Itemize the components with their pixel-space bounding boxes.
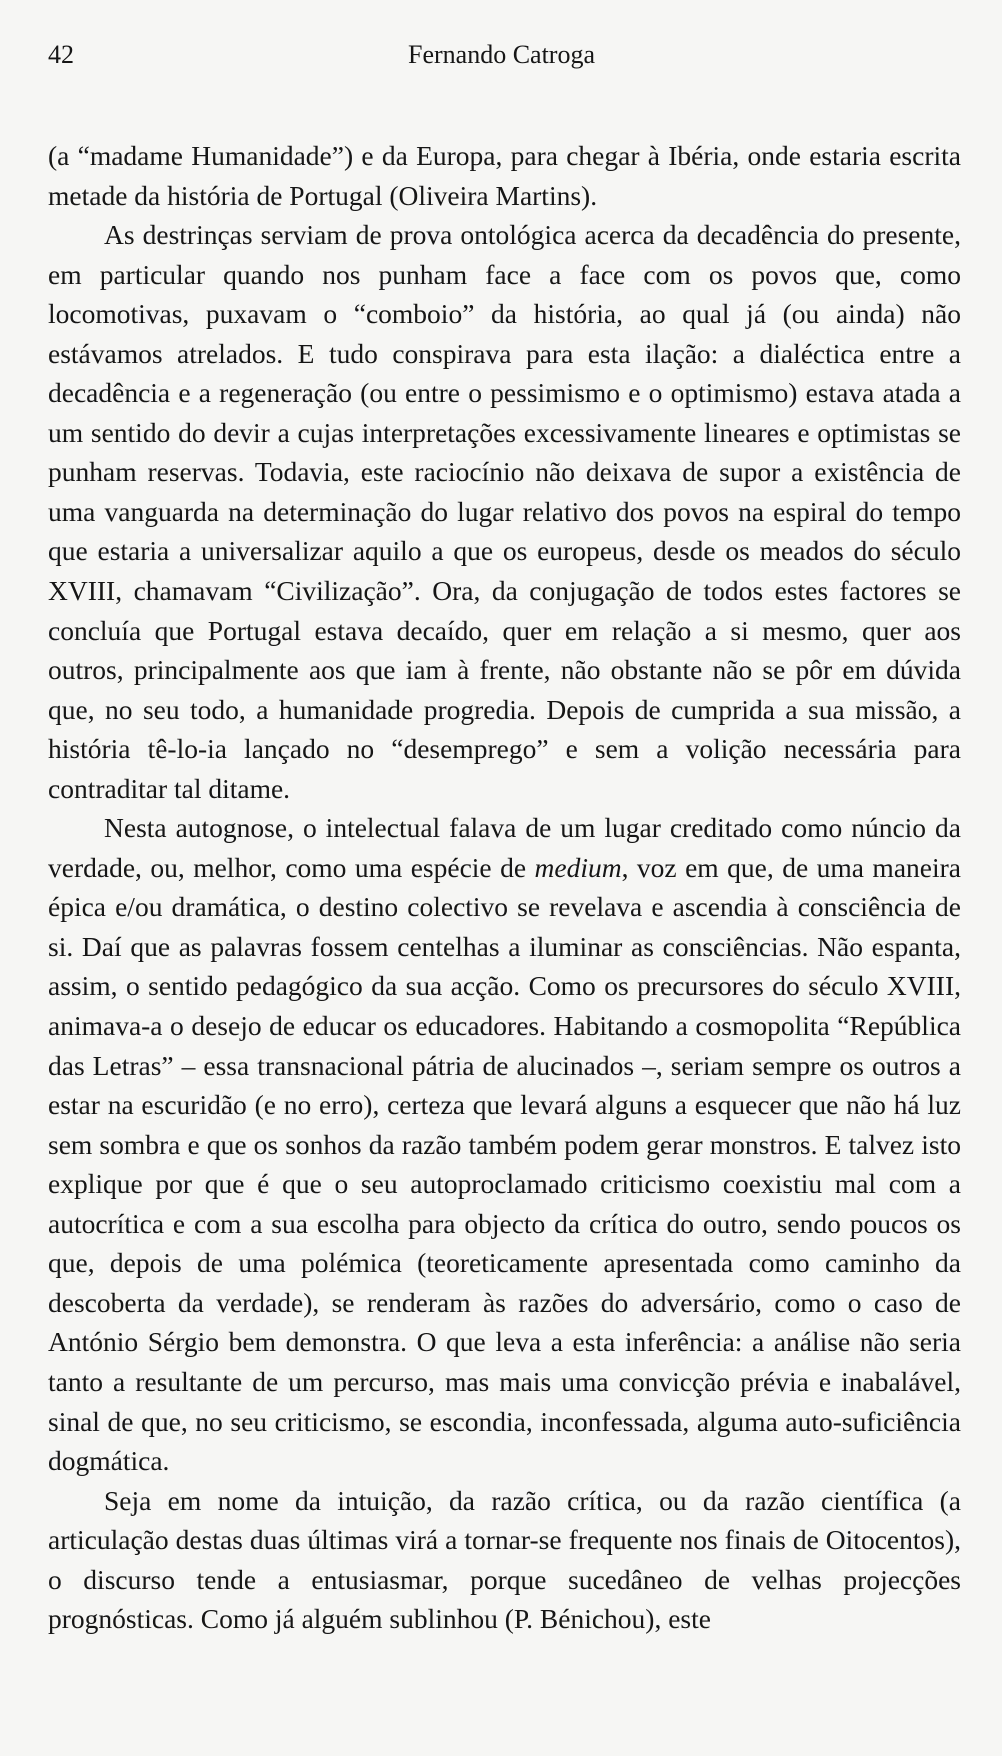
paragraph-3-part-1: Nesta autognose, o intelectual falava de um lugar creditado como núncio da verdade, ou, melhor, como uma espécie de [48,812,961,883]
body-text [48,136,961,1639]
italic-medium: medium [534,851,622,883]
paragraph-1: (a “madame Humanidade”) e da Europa, para chegar à Ibéria, onde estaria escrita metade da história de Portugal (Oliveira Martins). [48,140,961,211]
paragraph-3-part-2: , voz em que, de uma maneira épica e/ou dramática, o destino colectivo se revelava e ascendia à consciência de si. Daí que as palavras fossem centelhas a iluminar as consciências. Não espanta, assim, o sentido pedagógico da sua acção. Como os precursores do século XVIII, animava-a o desejo de educar os educadores. Habitando a cosmopolita “República das Letras” – essa transnacional pátria de alucinados –, seriam sempre os outros a estar na escuridão (e no erro), certeza que levará alguns a esquecer que não há luz sem sombra e que os sonhos da razão também podem gerar monstros. E talvez isto explique por que é que o seu autoproclamado criticismo coexistiu mal com a autocrítica e com a sua escolha para objecto da crítica do outro, sendo poucos os que, depois de uma polémica (teoreticamente apresentada como caminho da descoberta da verdade), se renderam às razões do adversário, como o caso de António Sérgio bem demonstra. O que leva a esta inferência: a análise não seria tanto a resultante de um percurso, mas mais uma convicção prévia e inabalável, sinal de que, no seu criticismo, se escondia, inconfessada, alguma auto-suficiência dogmática. [48,851,961,1477]
paragraph-4: Seja em nome da intuição, da razão crítica, ou da razão científica (a articulação destas duas últimas virá a tornar-se frequente nos finais de Oitocentos), o discurso tende a entusiasmar, porque sucedâneo de velhas projecções prognósticas. Como já alguém sublinhou (P. Bénichou), este [48,1484,961,1635]
page-header [48,40,954,80]
page-number: 42 [48,40,74,69]
paragraph-3 [48,808,961,1480]
running-head: Fernando Catroga [408,40,596,69]
paragraph-2: As destrinças serviam de prova ontológica acerca da decadência do presente, em particular quando nos punham face a face com os povos que, como locomotivas, puxavam o “comboio” da história, ao qual já (ou ainda) não estávamos atrelados. E tudo conspirava para esta ilação: a dialéctica entre a decadência e a regeneração (ou entre o pessimismo e o optimismo) estava atada a um sentido do devir a cujas interpretações excessivamente lineares e optimistas se punham reservas. Todavia, este raciocínio não deixava de supor a existência de uma vanguarda na determinação do lugar relativo dos povos na espiral do tempo que estaria a universalizar aquilo a que os europeus, desde os meados do século XVIII, chamavam “Civilização”. Ora, da conjugação de todos estes factores se concluía que Portugal estava decaído, quer em relação a si mesmo, quer aos outros, principalmente aos que iam à frente, não obstante não se pôr em dúvida que, no seu todo, a humanidade progredia. Depois de cumprida a sua missão, a história tê-lo-ia lançado no “desemprego” e sem a volição necessária para contraditar tal ditame. [48,219,961,804]
